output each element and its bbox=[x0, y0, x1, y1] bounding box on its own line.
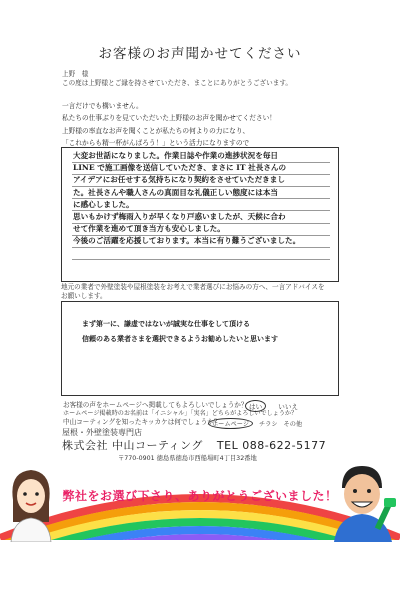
answer-yes-circled: はい bbox=[245, 400, 266, 412]
company-tel: TEL 088-622-5177 bbox=[216, 439, 327, 452]
intro-text bbox=[62, 100, 276, 150]
question-name-format: ホームページ掲載時のお名前は「イニシャル」「実名」どちらがよろしいでしょうか？ bbox=[63, 410, 298, 417]
trade-label: 屋根・外壁塗装専門店 bbox=[62, 428, 142, 437]
intro-line: 上野様の率直なお声を聞くことが私たちの何よりの力になり、 bbox=[62, 126, 250, 135]
option-homepage-circled: ホームページ bbox=[208, 418, 253, 429]
company-address: 〒770-0901 徳島県徳島市西船場町4丁目32番地 bbox=[118, 455, 257, 462]
company-name: 株式会社 中山コーティング bbox=[62, 439, 203, 452]
answer-line: 信頼のある業者さまを選択できるようお勧めしたいと思います bbox=[82, 334, 278, 343]
company-contact bbox=[62, 437, 326, 453]
painter-illustration bbox=[328, 458, 398, 542]
intro-line: 私たちの仕事ぶりを見ていただいた上野様のお声を聞かせてください！ bbox=[62, 114, 276, 123]
option-other: その他 bbox=[283, 421, 303, 428]
customer-name: 上野 様 bbox=[62, 70, 89, 78]
answer-line: 思いもかけず梅雨入りが早くなり戸惑いましたが、天候に合わ bbox=[73, 212, 286, 222]
handwritten-answer-voice bbox=[73, 150, 300, 248]
answer-line: に感心しました。 bbox=[73, 199, 134, 209]
answer-line: アイデアにお任せする気持ちになり契約をさせていただきまし bbox=[73, 175, 285, 185]
thanks-line: この度は上野様とご縁を持させていただき、まことにありがとうございます。 bbox=[62, 79, 292, 87]
woman-illustration bbox=[5, 462, 57, 542]
answer-line: LINE で施工画像を送信していただき、まさに IT 社長さんの bbox=[73, 163, 287, 173]
answer-line: 大変お世話になりました。作業日誌や作業の進捗状況を毎日 bbox=[73, 151, 279, 160]
intro-line: 「これからも精一杯がんばろう！」という活力になりますので bbox=[62, 139, 250, 148]
intro-line: 一言だけでも構いません。 bbox=[62, 102, 143, 110]
source-options bbox=[208, 418, 306, 429]
answer-line: 今後のご活躍を応援しております。本当に有り難うございました。 bbox=[73, 236, 301, 246]
question-advice: 地元の業者で外壁塗装や屋根塗装をお考えで業者選びにお悩みの方へ、一言アドバイスをお願いします。 bbox=[61, 283, 325, 300]
question-publish: お客様の声をホームページへ掲載してもよろしいでしょうか？ bbox=[63, 401, 248, 409]
answer-no: いいえ bbox=[278, 403, 299, 411]
answer-line: まず第一に、謙虚ではないが誠実な仕事をして頂ける bbox=[82, 319, 250, 328]
handwritten-answer-advice bbox=[82, 316, 278, 346]
thanks-banner: 弊社をお選び下さり、ありがとうございました！ bbox=[62, 489, 338, 503]
answer-line: た。社長さんや職人さんの真面目な礼儀正しい態度には本当 bbox=[73, 187, 279, 197]
answer-line: せて作業を進めて頂き当方も安心しました。 bbox=[73, 224, 225, 234]
page-title: お客様のお声聞かせてください bbox=[98, 46, 302, 62]
question-source: 中山コーティングを知ったキッカケは何でしょうか？ bbox=[63, 418, 221, 426]
option-flyer: チラシ bbox=[258, 421, 278, 428]
